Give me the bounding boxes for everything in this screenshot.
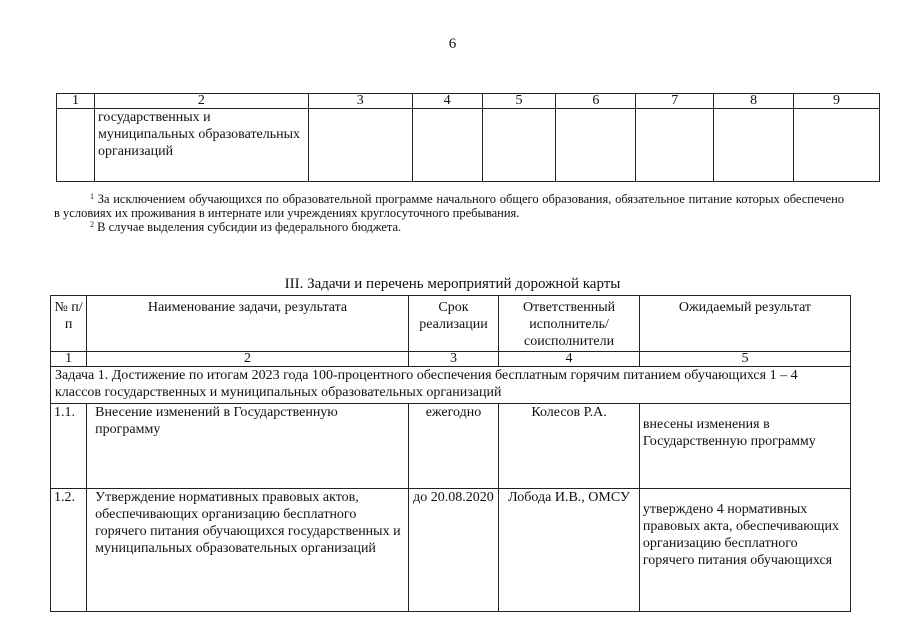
table-cell (794, 109, 880, 182)
header-cell: 8 (714, 94, 794, 109)
header-cell: 6 (556, 94, 636, 109)
header-cell: 9 (794, 94, 880, 109)
row-term: до 20.08.2020 (408, 489, 498, 612)
footnotes (54, 192, 844, 234)
table-cell (57, 109, 95, 182)
row-name: Утверждение нормативных правовых актов, обеспечивающих организацию бесплатного горячего питания обучающихся государственных и муниципальных образовательных организаций (87, 489, 409, 612)
task-title: Задача 1. Достижение по итогам 2023 года 100-процентного обеспечения бесплатным горячим питанием обучающихся 1 – 4 классов государственных и муниципальных образовательных организаций (51, 367, 851, 404)
footnote-1 (54, 192, 844, 220)
table-header-row (57, 94, 880, 109)
table-cell (714, 109, 794, 182)
row-num: 1.1. (51, 404, 87, 489)
column-number: 5 (639, 352, 850, 367)
column-number: 4 (499, 352, 640, 367)
column-number: 3 (408, 352, 498, 367)
table-header-row (51, 296, 851, 352)
footnote-2 (54, 220, 844, 234)
row-num: 1.2. (51, 489, 87, 612)
table-cell (482, 109, 556, 182)
header-cell: 1 (57, 94, 95, 109)
row-term: ежегодно (408, 404, 498, 489)
table-cell (556, 109, 636, 182)
table-cell: государственных и муниципальных образовательных организаций (94, 109, 308, 182)
roadmap-table (50, 295, 851, 612)
header-num: № п/п (51, 296, 87, 352)
footnote-text: В случае выделения субсидии из федерального бюджета. (97, 220, 402, 234)
column-numbers-row (51, 352, 851, 367)
table-row (51, 489, 851, 612)
header-cell: 5 (482, 94, 556, 109)
header-term: Срок реализации (408, 296, 498, 352)
page-number: 6 (448, 36, 457, 52)
row-responsible: Колесов Р.А. (499, 404, 640, 489)
column-number: 2 (87, 352, 409, 367)
header-responsible: Ответственный исполнитель/ соисполнители (499, 296, 640, 352)
continuation-table (56, 93, 880, 182)
section-title: III. Задачи и перечень мероприятий дорожной карты (284, 276, 621, 292)
row-result: утверждено 4 нормативных правовых акта, обеспечивающих организацию бесплатного горячего питания обучающихся (639, 489, 850, 612)
row-result: внесены изменения в Государственную программу (639, 404, 850, 489)
table-cell (636, 109, 714, 182)
column-number: 1 (51, 352, 87, 367)
footnote-mark: 2 (90, 220, 94, 229)
header-cell: 2 (94, 94, 308, 109)
header-cell: 3 (308, 94, 412, 109)
header-result: Ожидаемый результат (639, 296, 850, 352)
table-cell (412, 109, 482, 182)
table-cell (308, 109, 412, 182)
row-name: Внесение изменений в Государственную программу (87, 404, 409, 489)
task-row (51, 367, 851, 404)
row-responsible: Лобода И.В., ОМСУ (499, 489, 640, 612)
footnote-mark: 1 (90, 192, 94, 201)
header-cell: 4 (412, 94, 482, 109)
header-name: Наименование задачи, результата (87, 296, 409, 352)
footnote-text: За исключением обучающихся по образовательной программе начального общего образования, обязательное питание которых обеспечено в условиях их проживания в интернате или учреждениях круглосуточного пребывания. (54, 192, 845, 220)
table-row (57, 109, 880, 182)
header-cell: 7 (636, 94, 714, 109)
table-row (51, 404, 851, 489)
